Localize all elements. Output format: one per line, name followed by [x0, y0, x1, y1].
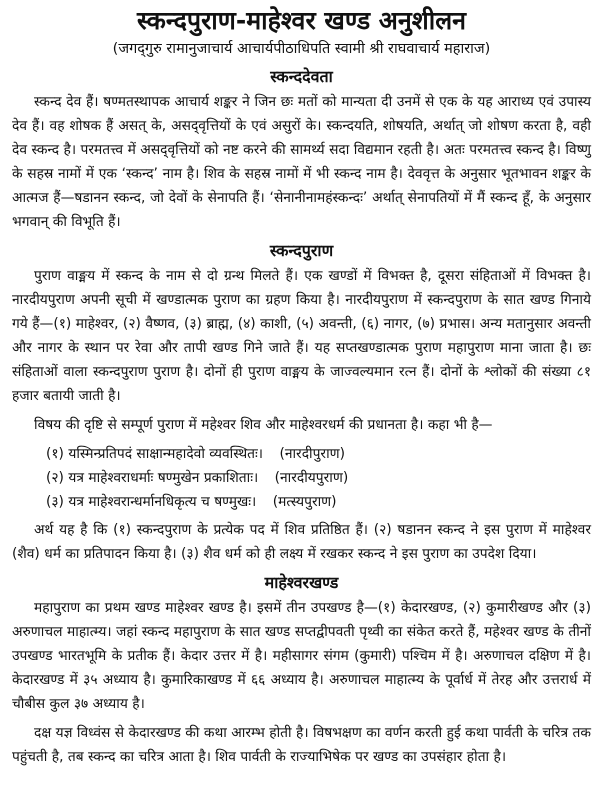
verse-text: (२) यत्र माहेश्वराधर्माः षण्मुखेन प्रकाशिताः।: [46, 470, 259, 486]
paragraph: महापुराण का प्रथम खण्ड माहेश्वर खण्ड है। इसमें तीन उपखण्ड है—(१) केदारखण्ड, (२) कुमारीखण्ड और (३) अरुणाचल माहात्म्य। जहां स्कन्द महापुराण के सात खण्ड सप्तद्वीपवती पृथ्वी का संकेत करते हैं, महेश्वर खण्ड के तीनों उपखण्ड भारतभूमि के प्रतीक हैं। केदार उत्तर में है। महीसागर संगम (कुमारी) पश्चिम में है। अरुणाचल दक्षिण में है। केदारखण्ड में ३५ अध्याय है। कुमारिकाखण्ड में ६६ अध्याय है। अरुणाचल माहात्म्य के पूर्वार्ध में तेरह और उत्तरार्ध में चौबीस कुल ३७ अध्याय है।: [12, 600, 591, 712]
section-heading-maheshwar-khand: माहेश्वरखण्ड: [264, 573, 339, 592]
verse-source: (मत्स्यपुराण): [272, 494, 337, 510]
paragraph: अर्थ यह है कि (१) स्कन्दपुराण के प्रत्येक पद में शिव प्रतिष्ठित हैं। (२) षडानन स्कन्द ने इस पुराण में माहेश्वर (शैव) धर्म का प्रतिपादन किया है। (३) शैव धर्म को ही लक्ष्य में रखकर स्कन्द ने इस पुराण का उपदेश दिया।: [12, 522, 591, 562]
paragraph: पुराण वाङ्मय में स्कन्द के नाम से दो ग्रन्थ मिलते हैं। एक खण्डों में विभक्त है, दूसरा संहिताओं में विभक्त है। नारदीयपुराण अपनी सूची में खण्डात्मक पुराण का ग्रहण किया है। नारदीयपुराण में स्कन्दपुराण के सात खण्ड गिनाये गये हैं—(१) माहेश्वर, (२) वैष्णव, (३) ब्राह्म, (४) काशी, (५) अवन्ती, (६) नागर, (७) प्रभास। अन्य मतानुसार अवन्ती और नागर के स्थान पर रेवा और तापी खण्ड गिने जाते हैं। यह सप्तखण्डात्मक पुराण महापुराण माना जाता है। छः संहिताओं वाला स्कन्दपुराण पुराण है। दोनों ही पुराण वाङ्मय के जाज्वल्यमान रत्न हैं। दोनों के श्लोकों की संख्या ८१ हजार बतायी जाती है।: [12, 268, 591, 404]
verse-list: [12, 442, 591, 514]
paragraph: स्कन्द देव हैं। षण्मतस्थापक आचार्य शङ्कर ने जिन छः मतों को मान्यता दी उनमें से एक के यह आराध्य एवं उपास्य देव हैं। वह शोषक हैं असत्‌ के, असद्‌वृत्तियों के एवं असुरों के। स्कन्दयति, शोषयति, अर्थात्‌ जो शोषण करता है, वही देव स्कन्द है। परमतत्त्व में असद्‌वृत्तियों को नष्ट करने की सामर्थ्य सदा विद्यमान रहती है। अतः परमतत्त्व स्कन्द है। विष्णु के सहस्र नामों में एक ‘स्कन्द’ नाम है। शिव के सहस्र नामों में भी स्कन्द नाम है। देववृत्त के अनुसार भूतभावन शङ्कर के आत्मज हैं—षडानन स्कन्द, जो देवों के सेनापति हैं। ‘सेनानीनामहंस्कन्दः’ अर्थात्‌ सेनापतियों में मैं स्कन्द हूँ, के अनुसार भगवान्‌ की विभूति हैं।: [12, 94, 591, 230]
verse-text: (१) यस्मिन्प्रतिपदं साक्षान्महादेवो व्यवस्थितः।: [46, 446, 264, 462]
verse-line: [46, 442, 591, 466]
page-title: स्कन्दपुराण-माहेश्वर खण्ड अनुशीलन: [136, 6, 467, 35]
section-heading-skanda-devata: स्कन्ददेवता: [270, 67, 333, 86]
section-heading-skanda-purana: स्कन्दपुराण: [269, 241, 334, 260]
verse-line: [46, 490, 591, 514]
paragraph: विषय की दृष्टि से सम्पूर्ण पुराण में महेश्वर शिव और माहेश्वरधर्म की प्रधानता है। कहा भी है—: [34, 417, 493, 433]
verse-source: (नारदीयपुराण): [274, 470, 349, 486]
verse-text: (३) यत्र माहेश्वरान्धर्मानधिकृत्य च षण्मुखः।: [46, 494, 257, 510]
verse-line: [46, 466, 591, 490]
author-line: (जगद्‌गुरु रामानुजाचार्य आचार्यपीठाधिपति स्वामी श्री राघवाचार्य महाराज): [112, 41, 491, 57]
paragraph: दक्ष यज्ञ विध्वंस से केदारखण्ड की कथा आरम्भ होती है। विषभक्षण का वर्णन करती हुई कथा पार्वती के चरित्र तक पहुंचती है, तब स्कन्द का चरित्र आता है। शिव पार्वती के राज्याभिषेक पर खण्ड का उपसंहार होता है।: [12, 725, 591, 765]
verse-source: (नारदीपुराण): [279, 446, 346, 462]
